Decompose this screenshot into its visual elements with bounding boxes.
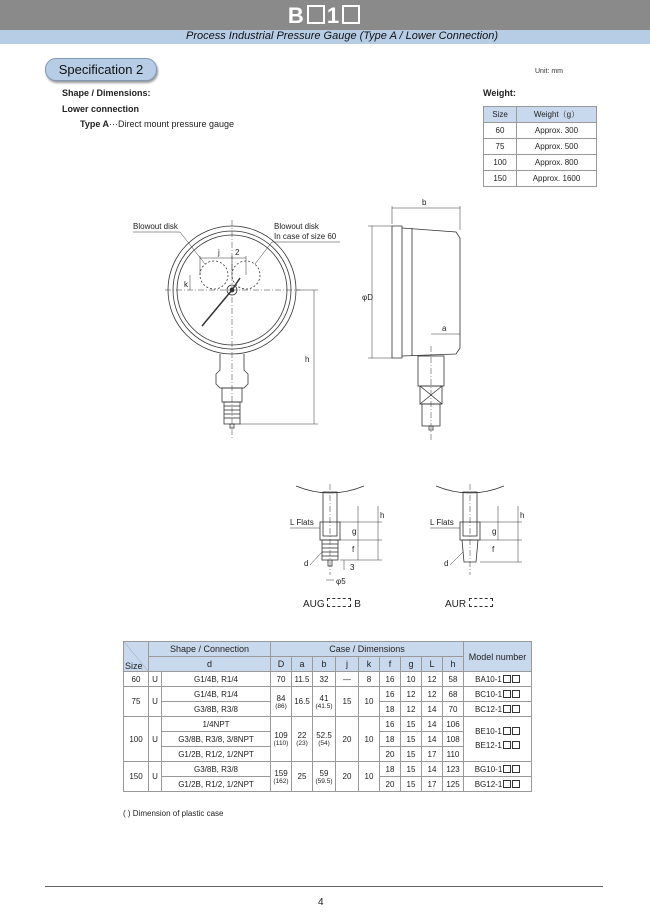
aur-f-label: f xyxy=(492,545,495,554)
aur-d-label: d xyxy=(444,559,449,568)
weight-size: 150 xyxy=(484,171,517,187)
case-dimensions-header: Case / Dimensions xyxy=(271,642,464,657)
aur-flats-label: L Flats xyxy=(430,518,454,527)
col-d: d xyxy=(149,657,271,672)
dim-phid-label: φD xyxy=(362,293,373,302)
blowout-disk-label: Blowout disk xyxy=(133,222,178,231)
table-row: G1/2B, R1/2, 1/2NPT 20 15 17 110 xyxy=(124,747,532,762)
header-subtitle-bar xyxy=(0,30,650,44)
dim-b-label: b xyxy=(422,198,427,207)
header-subtitle: Process Industrial Pressure Gauge (Type A / Lower Connection) xyxy=(185,30,498,42)
weight-size: 75 xyxy=(484,139,517,155)
aug-g-label: g xyxy=(352,527,357,536)
aur-caption: AUR xyxy=(445,598,493,610)
weight-header-size: Size xyxy=(484,107,517,123)
aur-h-label: h xyxy=(520,511,525,520)
aug-h-label: h xyxy=(380,511,385,520)
col-g: g xyxy=(401,657,422,672)
gauge-drawing xyxy=(0,190,650,615)
table-row: G1/2B, R1/2, 1/2NPT 20 15 17 125 BG12-1 xyxy=(124,777,532,792)
table-row: G3/8B, R3/8, 3/8NPT 18 15 14 108 xyxy=(124,732,532,747)
shape-connection-header: Shape / Connection xyxy=(149,642,271,657)
unit-note: Unit: mm xyxy=(535,68,563,75)
table-row: 150 U G3/8B, R3/8 159 (162) 25 59 (59.5) 20 10 18 15 14 123 BG10-1 xyxy=(124,762,532,777)
col-j: j xyxy=(336,657,359,672)
weight-value: Approx. 800 xyxy=(517,155,597,171)
col-f: f xyxy=(380,657,401,672)
aug-d-label: d xyxy=(304,559,309,568)
lower-connection-heading: Lower connection xyxy=(62,104,140,114)
blank-box-icon xyxy=(342,5,360,24)
col-k: k xyxy=(359,657,380,672)
table-row: 60 U G1/4B, R1/4 70 11.5 32 — 8 16 10 12 58 BA10-1 xyxy=(124,672,532,687)
weight-value: Approx. 500 xyxy=(517,139,597,155)
aug-f-label: f xyxy=(352,545,355,554)
dim-h-label: h xyxy=(305,355,310,364)
shape-heading: Shape / Dimensions: xyxy=(62,88,151,98)
header-title: B 1 xyxy=(0,3,650,29)
dim-a-label: a xyxy=(442,324,447,333)
size-header: Size xyxy=(125,661,143,671)
blowout-disk-note: In case of size 60 xyxy=(274,232,337,241)
dim-j-label: j xyxy=(218,248,220,257)
dim-2-label: 2 xyxy=(235,248,240,257)
footnote: ( ) Dimension of plastic case xyxy=(123,809,224,818)
blank-box-icon xyxy=(307,5,325,24)
aug-caption: AUG B xyxy=(303,599,361,610)
footer-divider xyxy=(45,886,603,887)
col-h: h xyxy=(443,657,464,672)
table-row: G3/8B, R3/8 18 12 14 70 BC12-1 xyxy=(124,702,532,717)
col-b: b xyxy=(313,657,336,672)
col-L: L xyxy=(422,657,443,672)
col-a: a xyxy=(292,657,313,672)
weight-value: Approx. 300 xyxy=(517,123,597,139)
model-number-header: Model number xyxy=(464,642,532,672)
blowout-disk-label-2: Blowout disk xyxy=(274,222,319,231)
page-number: 4 xyxy=(318,897,324,908)
weight-size: 60 xyxy=(484,123,517,139)
aug-flats-label: L Flats xyxy=(290,518,314,527)
col-D: D xyxy=(271,657,292,672)
size-header-cell xyxy=(124,642,149,672)
weight-table xyxy=(483,106,597,187)
table-row: 100 U 1/4NPT 109 (110) 22 (23) 52.5 (54) 20 10 16 15 14 106 BE10-1 BE12-1 xyxy=(124,717,532,732)
type-a-line: Type A···Direct mount pressure gauge xyxy=(80,119,235,129)
aug-phi5-label: φ5 xyxy=(336,577,346,586)
weight-size: 100 xyxy=(484,155,517,171)
dim-k-label: k xyxy=(184,280,188,289)
dimensions-table xyxy=(123,641,532,792)
weight-title: Weight: xyxy=(483,88,516,98)
spec-label: Specification 2 xyxy=(45,58,157,81)
table-row: 75 U G1/4B, R1/4 84 (86) 16.5 41 (41.5) 15 10 16 12 12 68 BC10-1 xyxy=(124,687,532,702)
aur-g-label: g xyxy=(492,527,497,536)
aug-3-label: 3 xyxy=(350,563,355,572)
weight-value: Approx. 1600 xyxy=(517,171,597,187)
weight-header-weight: Weight（g） xyxy=(517,107,597,123)
